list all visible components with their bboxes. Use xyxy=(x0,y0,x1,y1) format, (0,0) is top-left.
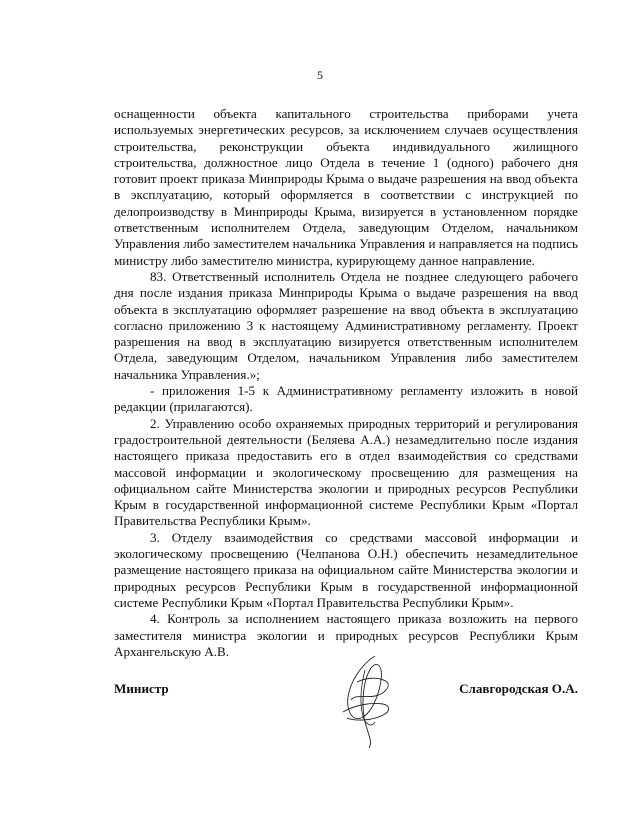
paragraph-continuation: оснащенности объекта капитального строительства приборами учета используемых энергетических ресурсов, за исключением случаев осуществления строительства, реконструкции объекта индивидуального жилищного строительства, должностное лицо Отдела в течение 1 (одного) рабочего дня готовит проект приказа Минприроды Крыма о выдаче разрешения на ввод объекта в эксплуатацию, который оформляется в соответствии с инструкцией по делопроизводству в Минприроды Крыма, визируется в установленном порядке ответственным исполнителем Отдела, заведующим Отделом, начальником Управления либо заместителем начальника Управления и направляется на подпись министру либо заместителю министра, курирующему данное направление. xyxy=(114,106,578,268)
signer-name: Славгородская О.А. xyxy=(459,681,578,696)
paragraph-item-3: 3. Отделу взаимодействия со средствами массовой информации и экологическому просвещению (Челпанова О.Н.) обеспечить незамедлительное размещение настоящего приказа на официальном сайте Министерства экологии и природных ресурсов Республики Крым в государственной информационной системе Республики Крым «Портал Правительства Республики Крым». xyxy=(114,529,578,610)
paragraph-item-4: 4. Контроль за исполнением настоящего приказа возложить на первого заместителя министра экологии и природных ресурсов Республики Крым Архангельскую А.В. xyxy=(114,611,578,659)
paragraph-item-83: 83. Ответственный исполнитель Отдела не позднее следующего рабочего дня после издания приказа Минприроды Крыма о выдаче разрешения на ввод объекта в эксплуатацию оформляет разрешение на ввод объекта в эксплуатацию согласно приложению 3 к настоящему Административному регламенту. Проект разрешения на ввод в эксплуатацию визируется ответственным исполнителем Отдела, заведующим Отделом, начальником Управления либо заместителем начальника Управления.»; xyxy=(114,268,578,382)
handwritten-signature xyxy=(335,652,395,750)
paragraph-appendices: - приложения 1-5 к Административному регламенту изложить в новой редакции (прилагаются). xyxy=(114,383,578,415)
paragraph-item-2: 2. Управлению особо охраняемых природных территорий и регулирования градостроительной деятельности (Беляева А.А.) незамедлительно после издания настоящего приказа предоставить его в отдел взаимодействия со средствами массовой информации и экологическому просвещению для размещения на официальном сайте Министерства экологии и природных ресурсов Республики Крым в государственной информационной системе Республики Крым «Портал Правительства Республики Крым». xyxy=(114,415,578,529)
position-title: Министр xyxy=(114,681,169,696)
document-body xyxy=(114,106,578,660)
page-number: 5 xyxy=(317,68,323,82)
